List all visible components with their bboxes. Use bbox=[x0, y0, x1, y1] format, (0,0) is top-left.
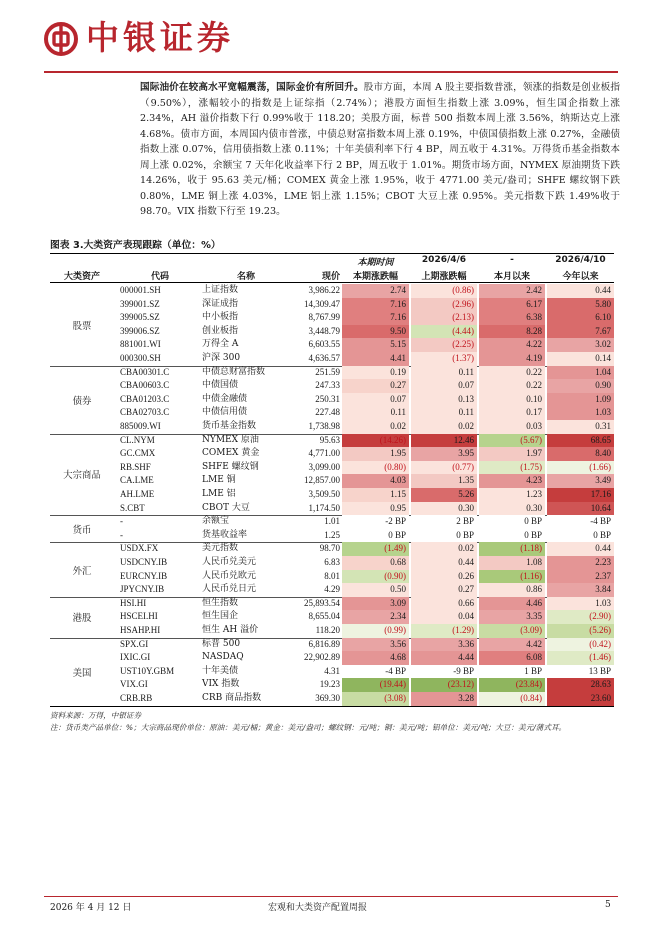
footer-divider bbox=[44, 896, 618, 897]
change-value: (19.44) bbox=[342, 678, 409, 692]
table-row bbox=[50, 406, 614, 420]
asset-class-label: 港股 bbox=[72, 613, 92, 625]
asset-name: 十年美债 bbox=[202, 665, 239, 676]
table-row bbox=[50, 366, 614, 380]
header-top-2: - bbox=[510, 255, 514, 265]
change-value: 10.64 bbox=[547, 502, 614, 516]
header-year-to-date: 今年以来 bbox=[562, 272, 599, 282]
change-value: 6.38 bbox=[479, 311, 545, 325]
change-value: 4.03 bbox=[342, 474, 409, 488]
asset-name: LME 铝 bbox=[202, 489, 236, 499]
change-value: 0.14 bbox=[547, 352, 614, 366]
change-value: 7.16 bbox=[342, 311, 409, 325]
table-row bbox=[50, 583, 614, 597]
header-code: 代码 bbox=[150, 272, 169, 282]
asset-code: CBA02703.C bbox=[120, 407, 170, 418]
table-row bbox=[50, 338, 614, 352]
change-value: 0.44 bbox=[547, 542, 614, 556]
asset-price: 8,655.04 bbox=[308, 611, 340, 622]
change-value: 13 BP bbox=[547, 665, 614, 679]
asset-class-label: 债券 bbox=[72, 395, 92, 407]
brand-name: 中银证券 bbox=[86, 18, 234, 57]
change-value: (2.96) bbox=[411, 298, 477, 312]
change-value: (0.42) bbox=[547, 638, 614, 652]
change-value: 4.46 bbox=[479, 597, 545, 611]
change-value: (3.08) bbox=[342, 692, 409, 706]
change-value: 68.65 bbox=[547, 434, 614, 448]
asset-price: 1,738.98 bbox=[308, 421, 340, 431]
asset-code: 399005.SZ bbox=[120, 312, 160, 323]
asset-code: CRB.RB bbox=[120, 693, 153, 703]
change-value: 23.60 bbox=[547, 692, 614, 706]
asset-class-label: 货币 bbox=[72, 524, 92, 536]
change-value: 3.28 bbox=[411, 692, 477, 706]
table-row bbox=[50, 570, 614, 584]
change-value: (23.84) bbox=[479, 678, 545, 692]
asset-name: 沪深 300 bbox=[202, 353, 241, 363]
asset-name: 中债金融债 bbox=[202, 393, 248, 404]
asset-price: 1.25 bbox=[324, 529, 340, 540]
table-row bbox=[50, 284, 614, 298]
asset-price: 4.31 bbox=[324, 665, 340, 676]
table-title: 图表 3.大类资产表现跟踪（单位：%） bbox=[50, 240, 221, 251]
change-value: 2.74 bbox=[342, 284, 409, 298]
change-value: 1.97 bbox=[479, 447, 545, 461]
asset-code: CBA00301.C bbox=[120, 366, 170, 377]
change-value: (5.67) bbox=[479, 434, 545, 448]
footer-report-title: 宏观和大类资产配置周报 bbox=[268, 903, 368, 913]
asset-code: GC.CMX bbox=[120, 448, 156, 459]
asset-price: 3,986.22 bbox=[308, 285, 340, 295]
change-value: 5.80 bbox=[547, 298, 614, 312]
change-value: 4.23 bbox=[479, 474, 545, 488]
asset-price: 19.23 bbox=[319, 679, 340, 690]
asset-code: 000001.SH bbox=[120, 285, 161, 295]
table-row bbox=[50, 597, 614, 611]
change-value: 3.02 bbox=[547, 338, 614, 352]
change-value: 1.23 bbox=[479, 488, 545, 502]
change-value: 0.31 bbox=[547, 420, 614, 434]
asset-price: 4,636.57 bbox=[308, 353, 340, 363]
asset-name: VIX 指数 bbox=[202, 679, 240, 690]
change-value: 0.95 bbox=[342, 502, 409, 516]
asset-code: 000300.SH bbox=[120, 353, 161, 363]
change-value: (0.86) bbox=[411, 284, 477, 298]
asset-name: 中债信用债 bbox=[202, 407, 248, 418]
change-value: 17.16 bbox=[547, 488, 614, 502]
change-value: 2.23 bbox=[547, 556, 614, 570]
source-note bbox=[50, 710, 620, 734]
asset-price: 25,893.54 bbox=[304, 597, 340, 608]
asset-price: 247.33 bbox=[315, 380, 340, 391]
asset-code: HSI.HI bbox=[120, 597, 147, 608]
change-value: 5.15 bbox=[342, 338, 409, 352]
table-row bbox=[50, 379, 614, 393]
asset-name: CBOT 大豆 bbox=[202, 502, 250, 513]
change-value: 6.10 bbox=[547, 311, 614, 325]
asset-code: RB.SHF bbox=[120, 461, 151, 472]
change-value: (1.66) bbox=[547, 461, 614, 475]
change-value: 1.04 bbox=[547, 366, 614, 380]
asset-name: 货币基金指数 bbox=[202, 421, 257, 431]
change-value: 3.35 bbox=[479, 610, 545, 624]
change-value: (1.18) bbox=[479, 542, 545, 556]
change-value: (23.12) bbox=[411, 678, 477, 692]
change-value: 1 BP bbox=[479, 665, 545, 679]
asset-price: 8,767.99 bbox=[308, 312, 340, 323]
asset-code: S.CBT bbox=[120, 502, 145, 513]
change-value: 3.36 bbox=[411, 638, 477, 652]
unit-note: 注：货币类产品单位：%；大宗商品现价单位：原油：美元/桶；黄金：美元/盎司；螺纹钢：元/吨；铜：美元/吨；铝单位：美元/吨；大豆：美元/蒲式耳。 bbox=[50, 723, 567, 732]
change-value: 0 BP bbox=[479, 529, 545, 543]
table-row bbox=[50, 529, 614, 543]
table-row bbox=[50, 542, 614, 556]
asset-code: 881001.WI bbox=[120, 339, 161, 350]
change-value: 6.17 bbox=[479, 298, 545, 312]
asset-name: 人民币兑日元 bbox=[202, 584, 257, 595]
change-value: (0.99) bbox=[342, 624, 409, 638]
change-value: 1.09 bbox=[547, 393, 614, 407]
change-value: 3.56 bbox=[342, 638, 409, 652]
change-value: 0.11 bbox=[411, 406, 477, 420]
asset-price: 1,174.50 bbox=[308, 502, 340, 513]
change-value: 0.10 bbox=[479, 393, 545, 407]
asset-price: 1.01 bbox=[324, 516, 340, 527]
table-row bbox=[50, 488, 614, 502]
asset-price: 12,857.00 bbox=[304, 475, 340, 486]
change-value: (2.90) bbox=[547, 610, 614, 624]
change-value: 0.68 bbox=[342, 556, 409, 570]
asset-code: 399001.SZ bbox=[120, 298, 160, 309]
asset-price: 98.70 bbox=[319, 543, 340, 554]
table-row bbox=[50, 393, 614, 407]
asset-name: CRB 商品指数 bbox=[202, 693, 262, 703]
asset-name: 美元指数 bbox=[202, 543, 239, 554]
asset-code: IXIC.GI bbox=[120, 652, 151, 663]
change-value: 3.09 bbox=[342, 597, 409, 611]
header-asset-class: 大类资产 bbox=[63, 272, 100, 282]
asset-code: VIX.GI bbox=[120, 679, 148, 690]
change-value: 0 BP bbox=[342, 529, 409, 543]
asset-name: 中小板指 bbox=[202, 312, 239, 323]
asset-code: - bbox=[120, 516, 123, 527]
table-row bbox=[50, 678, 614, 692]
asset-price: 227.48 bbox=[315, 407, 340, 418]
footer-date: 2026 年 4 月 12 日 bbox=[50, 903, 132, 913]
change-value: 0 BP bbox=[411, 529, 477, 543]
asset-name: 恒生国企 bbox=[202, 611, 239, 622]
table-row bbox=[50, 624, 614, 638]
table-row bbox=[50, 665, 614, 679]
change-value: (14.26) bbox=[342, 434, 409, 448]
asset-name: 恒生指数 bbox=[202, 597, 239, 608]
asset-name: 深证成指 bbox=[202, 298, 239, 309]
table-row bbox=[50, 447, 614, 461]
asset-code: HSAHP.HI bbox=[120, 625, 161, 635]
change-value: 2.34 bbox=[342, 610, 409, 624]
asset-code: EURCNY.IB bbox=[120, 570, 168, 581]
asset-price: 3,099.00 bbox=[308, 461, 340, 472]
change-value: (1.46) bbox=[547, 651, 614, 665]
table-row bbox=[50, 556, 614, 570]
page-header bbox=[0, 0, 662, 76]
change-value: (1.29) bbox=[411, 624, 477, 638]
asset-name: NASDAQ bbox=[202, 652, 244, 663]
intro-paragraph bbox=[140, 80, 620, 220]
asset-name: 标普 500 bbox=[202, 638, 241, 649]
table-row bbox=[50, 692, 614, 706]
asset-class-label: 大宗商品 bbox=[63, 470, 101, 482]
change-value: 0.26 bbox=[411, 570, 477, 584]
asset-code: USDX.FX bbox=[120, 543, 159, 554]
change-value: 1.08 bbox=[479, 556, 545, 570]
change-value: 0.19 bbox=[342, 366, 409, 380]
asset-price: 3,448.79 bbox=[308, 325, 340, 336]
asset-name: LME 铜 bbox=[202, 475, 236, 486]
change-value: 3.49 bbox=[547, 474, 614, 488]
change-value: 4.42 bbox=[479, 638, 545, 652]
page-number: 5 bbox=[605, 900, 611, 910]
asset-code: CA.LME bbox=[120, 475, 154, 486]
table-row bbox=[50, 515, 614, 529]
change-value: 5.26 bbox=[411, 488, 477, 502]
asset-name: 中债国债 bbox=[202, 380, 239, 391]
change-value: 0.22 bbox=[479, 379, 545, 393]
header-divider bbox=[44, 71, 618, 73]
change-value: 0.17 bbox=[479, 406, 545, 420]
change-value: 0.86 bbox=[479, 583, 545, 597]
table-row bbox=[50, 311, 614, 325]
change-value: 0.11 bbox=[342, 406, 409, 420]
change-value: -4 BP bbox=[342, 665, 409, 679]
change-value: 0.13 bbox=[411, 393, 477, 407]
asset-price: 4.29 bbox=[324, 584, 340, 595]
table-row bbox=[50, 474, 614, 488]
change-value: 2.37 bbox=[547, 570, 614, 584]
header-bottom-rule bbox=[50, 282, 614, 283]
change-value: (0.90) bbox=[342, 570, 409, 584]
change-value: 7.67 bbox=[547, 325, 614, 339]
change-value: (3.09) bbox=[479, 624, 545, 638]
asset-class-label: 外汇 bbox=[72, 565, 92, 577]
change-value: 0.27 bbox=[411, 583, 477, 597]
change-value: (1.75) bbox=[479, 461, 545, 475]
change-value: 3.95 bbox=[411, 447, 477, 461]
asset-code: JPYCNY.IB bbox=[120, 584, 165, 595]
change-value: -2 BP bbox=[342, 515, 409, 529]
asset-price: 6.83 bbox=[324, 557, 340, 567]
change-value: 0.30 bbox=[411, 502, 477, 516]
change-value: 1.15 bbox=[342, 488, 409, 502]
intro-body: 股市方面，本周 A 股主要指数普涨，领涨的指数是创业板指（9.50%），涨幅较小的指数是上证综指（2.74%）；港股方面恒生指数上涨 3.09%，恒生国企指数上涨 2.34%，AH 溢价指数下行 0.99%收于 118.20；美股方面，标普 500 指数本周上涨 3.56%，纳斯达克上涨 4.68%。债市方面，本周国内债市普涨，中债总财富指数本周上涨 0.19%，中债国债指数上涨 0.27%，金融债指数上涨 0.07%，信用债指数上涨 0.11%；十年美债利率下行 4 BP，周五收于 4.31%。万得货币基金指数本周上涨 0.02%，余额宝 7 天年化收益率下行 2 BP，周五收于 1.01%。期货市场方面，NYMEX 原油期货下跌 14.26%，收于 95.63 美元/桶；COMEX 黄金上涨 1.95%，收于 4771.00 美元/盎司；SHFE 螺纹钢下跌 0.80%，LME 铜上涨 4.03%，LME 铝上涨 1.15%；CBOT 大豆上涨 0.95%。美元指数下跌 1.49%收于 98.70。VIX 指数下行至 19.23。 bbox=[140, 82, 621, 217]
change-value: (1.37) bbox=[411, 352, 477, 366]
change-value: 0.22 bbox=[479, 366, 545, 380]
asset-code: CBA01203.C bbox=[120, 393, 170, 404]
change-value: 0.44 bbox=[411, 556, 477, 570]
asset-price: 4,771.00 bbox=[308, 448, 340, 459]
asset-name: 人民币兑美元 bbox=[202, 557, 257, 567]
header-month-to-date: 本月以来 bbox=[493, 272, 530, 282]
change-value: (0.84) bbox=[479, 692, 545, 706]
asset-price: 250.31 bbox=[315, 393, 340, 404]
asset-name: NYMEX 原油 bbox=[202, 434, 259, 445]
change-value: 0 BP bbox=[547, 529, 614, 543]
change-value: 8.40 bbox=[547, 447, 614, 461]
change-value: 4.41 bbox=[342, 352, 409, 366]
change-value: 0.50 bbox=[342, 583, 409, 597]
asset-class-label: 美国 bbox=[72, 667, 92, 679]
asset-code: CBA00603.C bbox=[120, 380, 170, 391]
asset-code: - bbox=[120, 529, 123, 540]
change-value: 4.22 bbox=[479, 338, 545, 352]
change-value: 28.63 bbox=[547, 678, 614, 692]
change-value: (5.26) bbox=[547, 624, 614, 638]
change-value: 0.44 bbox=[547, 284, 614, 298]
asset-name: 万得全 A bbox=[202, 339, 239, 350]
asset-code: 399006.SZ bbox=[120, 325, 160, 336]
asset-name: 恒生 AH 溢价 bbox=[202, 625, 259, 635]
change-value: 3.84 bbox=[547, 583, 614, 597]
change-value: 0.30 bbox=[479, 502, 545, 516]
asset-price: 118.20 bbox=[315, 625, 340, 635]
header-last-period: 上期涨跌幅 bbox=[421, 272, 467, 282]
change-value: 6.08 bbox=[479, 651, 545, 665]
change-value: 1.03 bbox=[547, 597, 614, 611]
table-row bbox=[50, 434, 614, 448]
change-value: 0.03 bbox=[479, 420, 545, 434]
asset-class-label: 股票 bbox=[72, 320, 92, 332]
asset-code: 885009.WI bbox=[120, 421, 161, 431]
asset-name: 上证指数 bbox=[202, 285, 239, 295]
asset-name: 人民币兑欧元 bbox=[202, 570, 257, 581]
asset-code: UST10Y.GBM bbox=[120, 665, 175, 676]
change-value: (1.49) bbox=[342, 542, 409, 556]
change-value: 1.03 bbox=[547, 406, 614, 420]
change-value: (4.44) bbox=[411, 325, 477, 339]
change-value: 2 BP bbox=[411, 515, 477, 529]
table-row bbox=[50, 298, 614, 312]
change-value: 0.02 bbox=[342, 420, 409, 434]
asset-price: 6,816.89 bbox=[308, 638, 340, 649]
change-value: 1.35 bbox=[411, 474, 477, 488]
header-top-0: 本期时间 bbox=[357, 258, 394, 268]
asset-code: HSCEI.HI bbox=[120, 611, 158, 622]
header-top-1: 2026/4/6 bbox=[421, 255, 467, 265]
change-value: 2.42 bbox=[479, 284, 545, 298]
change-value: 8.28 bbox=[479, 325, 545, 339]
intro-lead: 国际油价在较高水平宽幅震荡，国际金价有所回升。 bbox=[140, 82, 364, 93]
change-value: (2.25) bbox=[411, 338, 477, 352]
asset-price: 8.01 bbox=[324, 570, 340, 581]
change-value: 0.02 bbox=[411, 542, 477, 556]
change-value: 4.44 bbox=[411, 651, 477, 665]
change-value: 0.02 bbox=[411, 420, 477, 434]
asset-name: 中债总财富指数 bbox=[202, 366, 266, 377]
table-row bbox=[50, 352, 614, 366]
asset-price: 3,509.50 bbox=[308, 489, 340, 499]
change-value: 4.68 bbox=[342, 651, 409, 665]
header-this-period: 本期涨跌幅 bbox=[352, 272, 398, 282]
asset-name: 货基收益率 bbox=[202, 529, 248, 540]
change-value: 12.46 bbox=[411, 434, 477, 448]
change-value: 0.07 bbox=[411, 379, 477, 393]
change-value: 0.11 bbox=[411, 366, 477, 380]
asset-name: 余额宝 bbox=[202, 516, 230, 527]
change-value: (0.80) bbox=[342, 461, 409, 475]
asset-price: 251.59 bbox=[315, 366, 340, 377]
change-value: -4 BP bbox=[547, 515, 614, 529]
table-row bbox=[50, 638, 614, 652]
asset-name: SHFE 螺纹钢 bbox=[202, 461, 259, 472]
table-row bbox=[50, 610, 614, 624]
source-line: 资料来源：万得，中银证券 bbox=[50, 711, 142, 720]
table-row bbox=[50, 651, 614, 665]
change-value: 0.90 bbox=[547, 379, 614, 393]
asset-name: 创业板指 bbox=[202, 325, 239, 336]
change-value: 0 BP bbox=[479, 515, 545, 529]
asset-price: 14,309.47 bbox=[304, 298, 340, 309]
group-divider bbox=[50, 706, 614, 707]
change-value: (2.13) bbox=[411, 311, 477, 325]
asset-price: 369.30 bbox=[315, 693, 340, 703]
change-value: 7.16 bbox=[342, 298, 409, 312]
change-value: 9.50 bbox=[342, 325, 409, 339]
asset-code: USDCNY.IB bbox=[120, 557, 168, 567]
header-name: 名称 bbox=[236, 272, 255, 282]
asset-price: 95.63 bbox=[319, 434, 340, 445]
table-row bbox=[50, 420, 614, 434]
asset-price: 6,603.55 bbox=[308, 339, 340, 350]
change-value: 0.07 bbox=[342, 393, 409, 407]
asset-name: COMEX 黄金 bbox=[202, 448, 260, 459]
table-row bbox=[50, 502, 614, 516]
change-value: (1.16) bbox=[479, 570, 545, 584]
change-value: 0.27 bbox=[342, 379, 409, 393]
change-value: (0.77) bbox=[411, 461, 477, 475]
table-row bbox=[50, 325, 614, 339]
asset-price: 22,902.89 bbox=[304, 652, 340, 663]
change-value: -9 BP bbox=[411, 665, 477, 679]
bank-of-china-logo-icon bbox=[44, 22, 78, 56]
asset-code: CL.NYM bbox=[120, 434, 155, 445]
header-price: 现价 bbox=[321, 272, 340, 282]
change-value: 1.95 bbox=[342, 447, 409, 461]
change-value: 4.19 bbox=[479, 352, 545, 366]
change-value: 0.04 bbox=[411, 610, 477, 624]
asset-code: AH.LME bbox=[120, 489, 155, 499]
asset-code: SPX.GI bbox=[120, 638, 149, 649]
change-value: 0.66 bbox=[411, 597, 477, 611]
table-row bbox=[50, 461, 614, 475]
header-top-3: 2026/4/10 bbox=[555, 255, 606, 265]
